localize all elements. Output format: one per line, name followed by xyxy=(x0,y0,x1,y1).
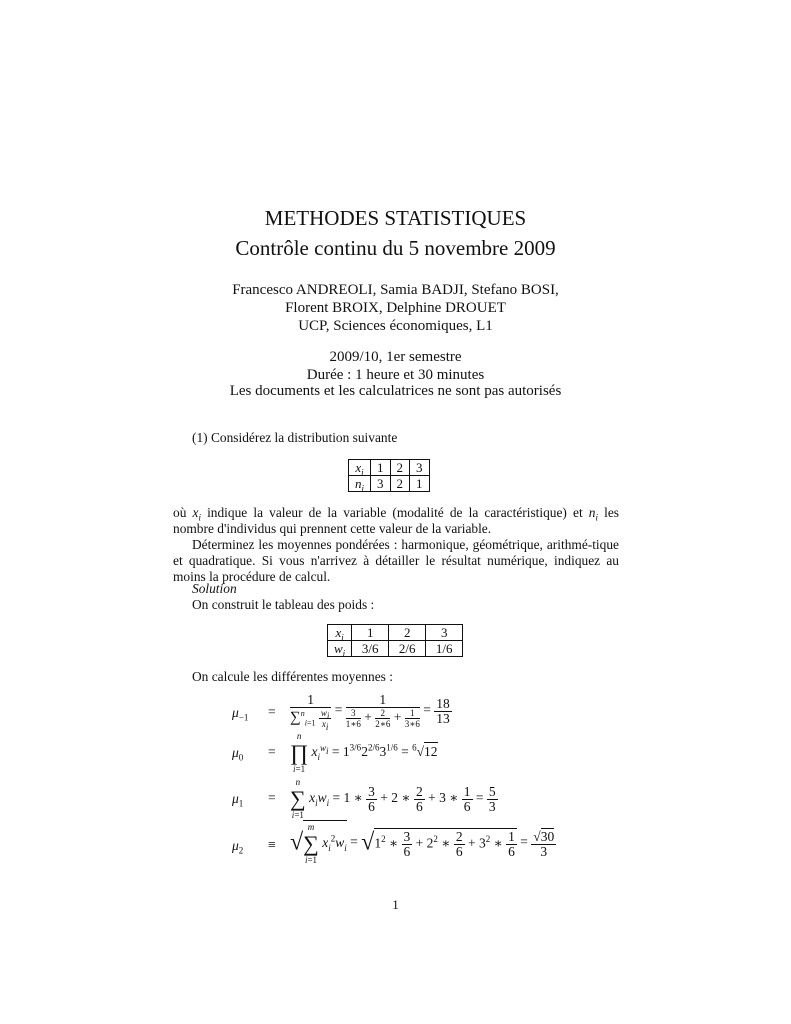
page-number: 1 xyxy=(392,897,399,912)
table-cell: $x_i$ xyxy=(328,625,352,641)
table-row xyxy=(349,476,430,492)
table-row xyxy=(349,460,430,476)
academic-year: 2009/10, 1er semestre xyxy=(329,349,462,365)
duration: Durée : 1 heure et 30 minutes xyxy=(306,367,485,383)
formula-harmonic-mean: $\mu_{-1}$ = 1 ∑$^n_{i=1}$ $\frac{w_i}{x_i}$ = 1 $\frac{3}{1∗6}$ + $\frac{2}{2∗6}$ + $\frac{1}{3∗6}$ = $\frac{18}{13}$ xyxy=(232,692,450,732)
table-cell: 3 xyxy=(426,625,463,641)
table-cell: 2 xyxy=(390,460,410,476)
table-cell: $n_i$ xyxy=(349,476,371,492)
formula-geometric-mean: $\mu_0$ = n ∏ i=1 $x_i^{w_i} = 1^{3/6}2^{2/6}3^{1/6} = ^6√12$ xyxy=(232,731,438,774)
table-cell: 3 xyxy=(371,476,391,492)
solution-label: Solution xyxy=(192,581,237,596)
exercise-prompt: (1) Considérez la distribution suivante xyxy=(192,430,398,445)
weights-intro: On construit le tableau des poids : xyxy=(192,597,375,612)
authors-line-2: Florent BROIX, Delphine DROUET xyxy=(285,300,506,316)
table-cell: 3 xyxy=(410,460,430,476)
table-cell: $x_i$ xyxy=(349,460,371,476)
table-cell: 2 xyxy=(390,476,410,492)
affiliation: UCP, Sciences économiques, L1 xyxy=(298,318,493,334)
table-cell: 1/6 xyxy=(426,641,463,657)
paragraph-instructions: Déterminez les moyennes pondérées : harmonique, géométrique, arithmé-tique et quadratique. Si vous n'arrivez à détailler le résultat numérique, indiquez au moins la procédure de calcul. xyxy=(173,537,619,584)
table-cell: 3/6 xyxy=(352,641,389,657)
paragraph-variables: où $x_i$ indique la valeur de la variable (modalité de la caractéristique) et $n_i$ les nombre d'individus qui prennent cette valeur de la variable. xyxy=(173,505,619,536)
formula-arithmetic-mean: $\mu_1$ = n ∑ i=1 $x_iw_i = 1$ ∗ $\frac{3}{6}$ + 2 ∗ $\frac{2}{6}$ + 3 ∗ $\frac{1}{6}$ = $\frac{5}{3}$ xyxy=(232,777,496,820)
table-row xyxy=(328,625,463,641)
distribution-table xyxy=(348,459,430,492)
table-cell: 2/6 xyxy=(389,641,426,657)
title-line-2: Contrôle continu du 5 novembre 2009 xyxy=(235,236,556,260)
table-cell: 2 xyxy=(389,625,426,641)
table-cell: 1 xyxy=(410,476,430,492)
table-cell: $w_i$ xyxy=(328,641,352,657)
table-row xyxy=(328,641,463,657)
means-intro: On calcule les différentes moyennes : xyxy=(192,669,393,684)
table-cell: 1 xyxy=(352,625,389,641)
table-cell: 1 xyxy=(371,460,391,476)
formula-quadratic-mean: $\mu_2$ ≡ √ m ∑ i=1 $x_i^2w_i = √1^2$ ∗ $\frac{3}{6}$ + $2^2$ ∗ $\frac{2}{6}$ + $3^2$ ∗ $\frac{1}{6}$ = $\frac{√30}{3}$ xyxy=(232,822,555,865)
authors-line-1: Francesco ANDREOLI, Samia BADJI, Stefano BOSI, xyxy=(232,282,559,298)
weights-table xyxy=(327,624,463,657)
exam-rules: Les documents et les calculatrices ne sont pas autorisés xyxy=(229,383,562,399)
title-line-1: METHODES STATISTIQUES xyxy=(264,206,527,230)
